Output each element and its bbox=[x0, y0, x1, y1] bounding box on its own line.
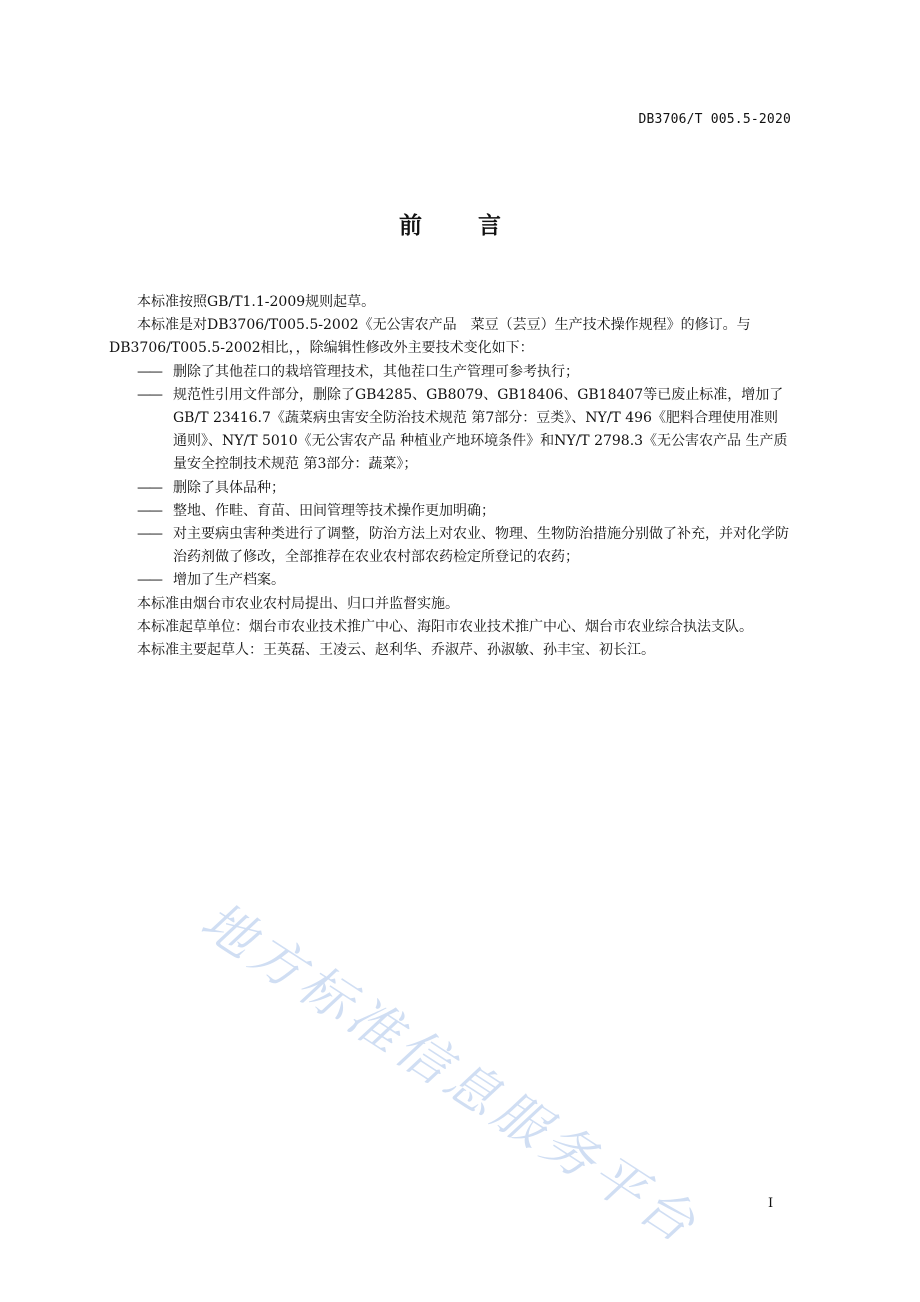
foreword-body bbox=[109, 291, 793, 662]
paragraph-drafting-rules: 本标准按照GB/T1.1-2009规则起草。 bbox=[137, 294, 376, 310]
change-item-6 bbox=[109, 569, 793, 592]
change-item-text: 增加了生产档案。 bbox=[173, 572, 285, 589]
change-item-1 bbox=[109, 361, 793, 384]
paragraph-drafters: 本标准主要起草人：王英磊、王凌云、赵利华、乔淑芹、孙淑敏、孙丰宝、初长江。 bbox=[137, 642, 655, 659]
page-number: I bbox=[768, 1196, 774, 1211]
paragraph-drafting-units: 本标准起草单位：烟台市农业技术推广中心、海阳市农业技术推广中心、烟台市农业综合执法支队。 bbox=[137, 618, 753, 635]
page-title bbox=[0, 207, 900, 240]
change-item-text: 删除了具体品种； bbox=[173, 479, 285, 496]
dash-marker: —— bbox=[137, 572, 161, 589]
change-item-text: 对主要病虫害种类进行了调整，防治方法上对农业、物理、生物防治措施分别做了补充，并对化学防治药剂做了修改，全部推荐在农业农村部农药检定所登记的农药； bbox=[173, 526, 789, 566]
dash-marker: —— bbox=[137, 502, 161, 519]
document-code: DB3706/T 005.5-2020 bbox=[638, 112, 791, 127]
change-item-4 bbox=[109, 500, 793, 523]
paragraph-proposer: 本标准由烟台市农业农村局提出、归口并监督实施。 bbox=[137, 595, 459, 612]
change-item-text: 删除了其他茬口的栽培管理技术，其他茬口生产管理可参考执行； bbox=[173, 363, 579, 380]
change-item-text: 规范性引用文件部分，删除了GB4285、GB8079、GB18406、GB18407等已废止标准，增加了GB/T 23416.7《蔬菜病虫害安全防治技术规范 第7部分：豆类》、NY/T 496《肥料合理使用准则 通则》、NY/T 5010《无公害农产品 种植业产地环境条件》和NY/T 2798.3《无公害农产品 生产质量安全控制技术规范 第3部分：蔬菜》； bbox=[173, 386, 788, 473]
dash-marker: —— bbox=[137, 526, 161, 543]
paragraph-revision-note: 本标准是对DB3706/T005.5-2002《无公害农产品 菜豆（芸豆）生产技术操作规程》的修订。与DB3706/T005.5-2002相比，，除编辑性修改外主要技术变化如下： bbox=[109, 317, 751, 357]
change-item-2 bbox=[109, 384, 793, 477]
change-item-text: 整地、作畦、育苗、田间管理等技术操作更加明确； bbox=[173, 502, 495, 519]
dash-marker: —— bbox=[137, 386, 161, 403]
title-char-1: 前 bbox=[399, 213, 422, 239]
dash-marker: —— bbox=[137, 363, 161, 380]
dash-marker: —— bbox=[137, 479, 161, 496]
change-item-5 bbox=[109, 523, 793, 569]
change-item-3 bbox=[109, 477, 793, 500]
watermark: 地方标准信息服务平台 bbox=[190, 890, 710, 1258]
title-char-2: 言 bbox=[478, 213, 501, 239]
